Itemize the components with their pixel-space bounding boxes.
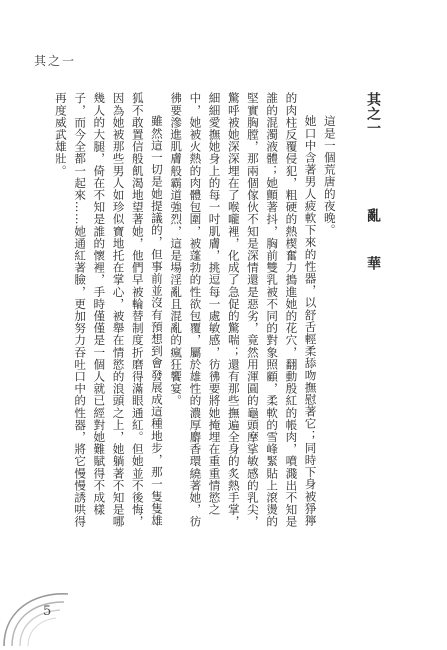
chapter-heading <box>363 92 382 532</box>
page-corner-ornament-icon <box>2 562 72 648</box>
chapter-name: 亂 華 <box>365 207 381 280</box>
paragraph-2: 她口中含著男人疲軟下來的性器，以舒舌輕柔舔吻撫慰著它；同時下身被猙獰的肉柱反覆侵犯，粗硬的熱楔奮力搗進她的花穴，翻動殷紅的帳肉，噴濺出不知是誰的混濁液體；她顫著抖，胸前雙乳被不同的對象照顧，柔軟的雪峰緊貼上滾燙的堅實胸膛，那兩個傢伙不知是深情還是惡劣，竟然用渾圓的龜頭摩挲敏感的乳尖，驚呼被她深深埋在了喉嚨裡，化成了急促的驚喘；還有那些撫遍全身的炙熱手掌，細細愛撫她身上的每一吋肌膚，挑逗每一處敏感，彷彿要將她掩埋在重重情慾之中，她被火熱的肉體包圍，被蓬勃的性欲包覆，屬於雄性的濃厚麝香環繞著她，彷彿要滲進肌膚般霸道強烈，這是場淫亂且混亂的瘋狂饗宴。 <box>169 92 318 528</box>
paragraph-1: 這是一個荒唐的夜晚。 <box>322 115 337 237</box>
running-header: 其之一 <box>34 54 77 68</box>
paragraph-3: 雖然這一切是她提議的，但事前並沒有預想到會發展成這種地步，那一隻隻雄狐不敢置信般飢渴地望著她，他們早被輪替制度折磨得滿眼通紅。但她並不後悔，因為她被那些男人如珍似寶地托在掌心，被舉在情慾的浪頭之上，她躺著不知是哪幾人的大腿，倚在不知是誰的懷裡，手時僅僅是一個人就已經對她難賦得不成樣子，而今全都一起來……她通紅著臉，更加努力吞吐口中的性器，將它慢慢誘哄得再度威武雄壯。 <box>53 92 164 528</box>
chapter-number: 其之一 <box>365 92 381 136</box>
chapter-text <box>53 92 382 532</box>
page-number: 5 <box>43 604 52 619</box>
